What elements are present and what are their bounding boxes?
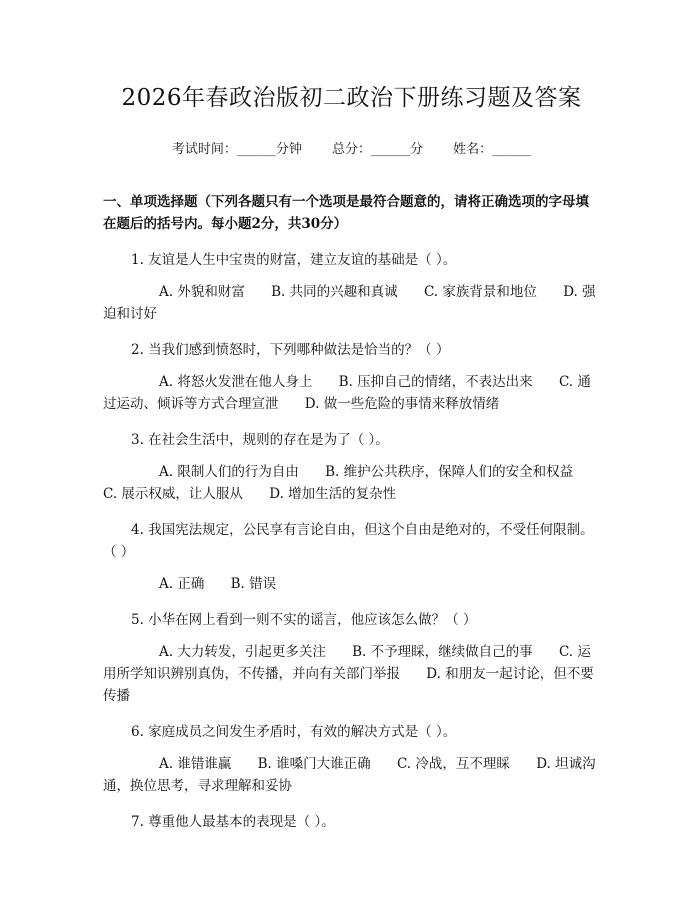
option-d: D. 增加生活的复杂性 <box>269 486 397 502</box>
question-2-options <box>103 371 600 415</box>
option-c: C. 家族背景和地位 <box>423 284 537 300</box>
option-d: D. 坦诚沟通，换位思考，寻求理解和妥协 <box>103 756 596 794</box>
option-b: B. 谁嗓门大谁正确 <box>257 756 371 772</box>
option-c: C. 展示权威，让人服从 <box>103 486 243 502</box>
question-3-options <box>103 461 600 505</box>
option-d: D. 强迫和讨好 <box>103 284 596 322</box>
question-4-options <box>103 573 600 595</box>
option-b: B. 错误 <box>230 576 277 592</box>
option-a: A. 将怒火发泄在他人身上 <box>159 374 313 390</box>
section-heading-single-choice: 一、单项选择题（下列各题只有一个选项是最符合题意的，请将正确选项的字母填在题后的括号内。每小题2分，共30分） <box>103 194 589 232</box>
option-c: C. 通过运动、倾诉等方式合理宣泄 <box>103 374 591 412</box>
option-a: A. 限制人们的行为自由 <box>159 464 299 480</box>
option-b: B. 共同的兴趣和真诚 <box>271 284 398 300</box>
question-4-stem: 4. 我国宪法规定，公民享有言论自由，但这个自由是绝对的，不受任何限制。（ ） <box>103 522 594 560</box>
exam-time-label: 考试时间：______分钟 <box>171 142 302 157</box>
option-b: B. 不予理睬，继续做自己的事 <box>352 644 533 660</box>
option-d: D. 和朋友一起讨论，但不要传播 <box>103 666 594 704</box>
question-1-stem: 1. 友谊是人生中宝贵的财富，建立友谊的基础是（ ）。 <box>131 252 457 268</box>
question-7-stem: 7. 尊重他人最基本的表现是（ ）。 <box>131 814 335 830</box>
option-a: A. 正确 <box>159 576 205 592</box>
option-b: B. 维护公共秩序，保障人们的安全和权益 <box>325 464 574 480</box>
name-label: 姓名：______ <box>453 142 532 157</box>
question-5-stem: 5. 小华在网上看到一则不实的谣言，他应该怎么做？（ ） <box>131 612 477 628</box>
question-3-stem: 3. 在社会生活中，规则的存在是为了（ ）。 <box>131 432 389 448</box>
question-2-stem: 2. 当我们感到愤怒时，下列哪种做法是恰当的？（ ） <box>131 342 450 358</box>
option-c: C. 运用所学知识辨别真伪，不传播，并向有关部门举报 <box>103 644 591 682</box>
total-score-label: 总分：______分 <box>331 142 423 157</box>
question-6-options <box>103 753 600 797</box>
option-b: B. 压抑自己的情绪，不表达出来 <box>338 374 533 390</box>
option-a: A. 大力转发，引起更多关注 <box>159 644 326 660</box>
option-c: C. 冷战，互不理睬 <box>396 756 510 772</box>
question-5-options <box>103 641 600 707</box>
option-d: D. 做一些危险的事情来释放情绪 <box>304 396 500 412</box>
option-a: A. 谁错谁赢 <box>159 756 232 772</box>
exam-info-line <box>103 141 600 159</box>
document-title: 2026年春政治版初二政治下册练习题及答案 <box>121 85 582 111</box>
question-6-stem: 6. 家庭成员之间发生矛盾时，有效的解决方式是（ ）。 <box>131 724 457 740</box>
question-1-options <box>103 281 600 325</box>
option-a: A. 外貌和财富 <box>159 284 245 300</box>
